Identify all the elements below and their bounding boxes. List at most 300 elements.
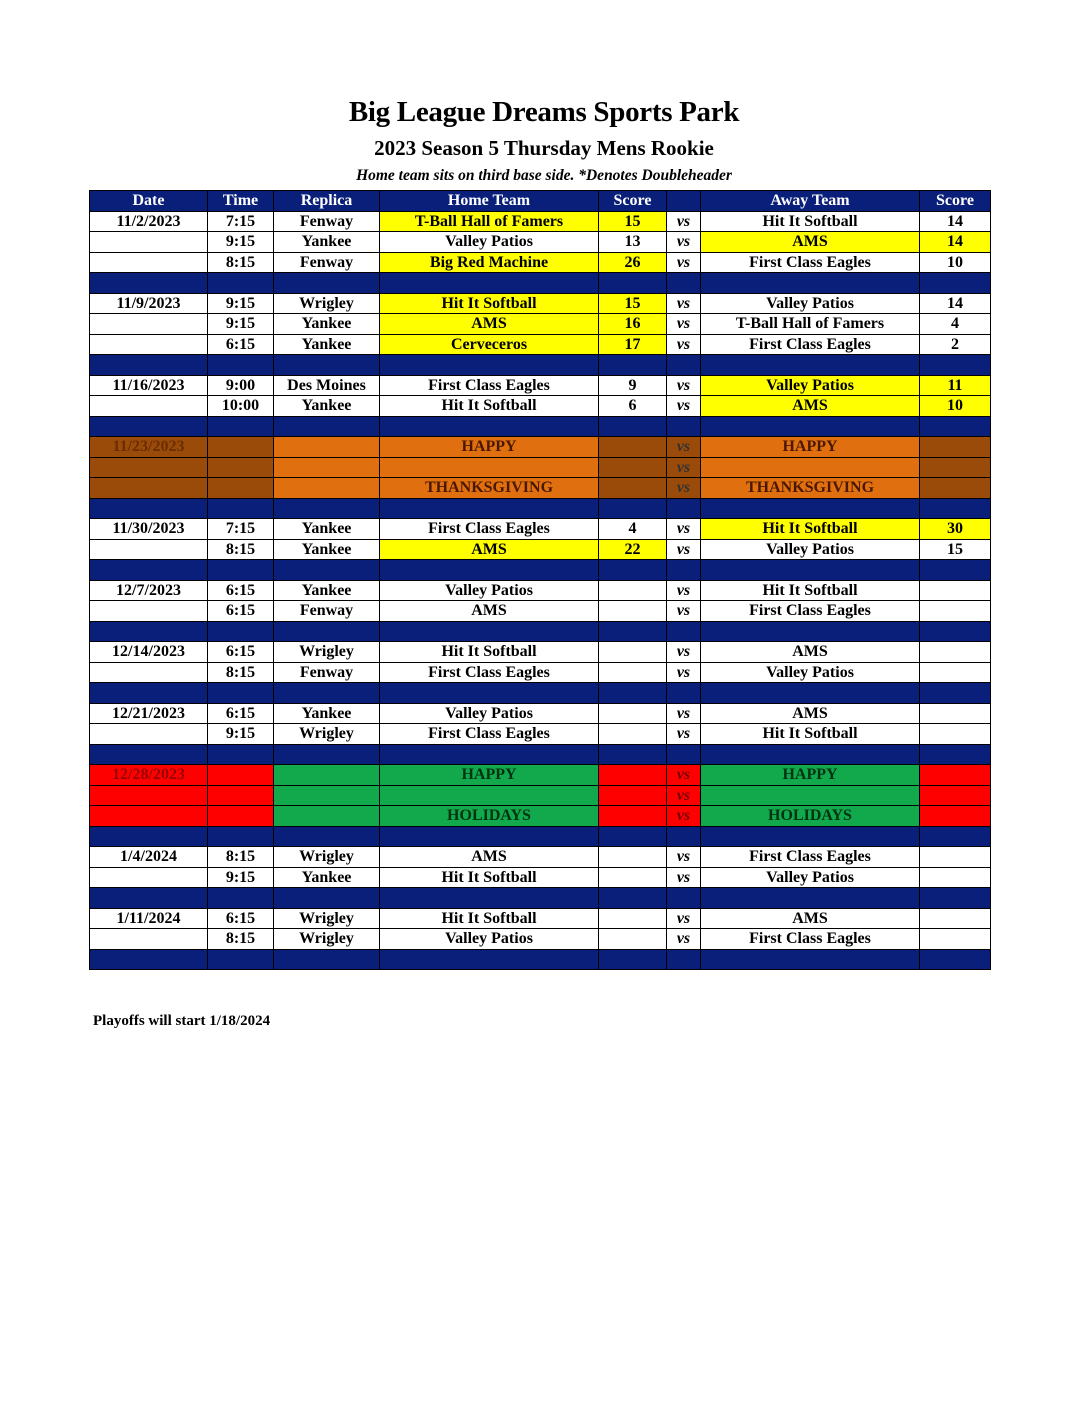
time-cell: 9:15 <box>208 314 274 335</box>
separator-cell <box>208 273 274 294</box>
time-cell: 10:00 <box>208 396 274 417</box>
separator-cell <box>274 355 380 376</box>
separator-cell <box>90 355 208 376</box>
replica-cell <box>274 437 380 458</box>
separator-cell <box>380 949 599 970</box>
time-cell <box>208 806 274 827</box>
separator-cell <box>599 888 667 909</box>
separator-cell <box>667 498 701 519</box>
home-score-cell: 9 <box>599 375 667 396</box>
away-team-cell: Valley Patios <box>701 662 920 683</box>
table-row <box>90 375 991 396</box>
separator-cell <box>667 744 701 765</box>
time-cell <box>208 478 274 499</box>
week-separator-row <box>90 826 991 847</box>
away-team-cell: First Class Eagles <box>701 601 920 622</box>
table-row <box>90 396 991 417</box>
replica-cell: Wrigley <box>274 293 380 314</box>
home-team-cell: AMS <box>380 601 599 622</box>
separator-cell <box>90 826 208 847</box>
page-subtitle: 2023 Season 5 Thursday Mens Rookie <box>374 136 714 160</box>
home-score-cell: 26 <box>599 252 667 273</box>
away-team-cell: First Class Eagles <box>701 334 920 355</box>
home-score-cell <box>599 785 667 806</box>
separator-cell <box>599 826 667 847</box>
separator-cell <box>90 498 208 519</box>
vs-cell: vs <box>667 252 701 273</box>
table-row <box>90 908 991 929</box>
home-score-cell: 17 <box>599 334 667 355</box>
date-cell <box>90 539 208 560</box>
away-team-cell: HOLIDAYS <box>701 806 920 827</box>
separator-cell <box>920 683 991 704</box>
away-score-cell <box>920 806 991 827</box>
table-row <box>90 601 991 622</box>
away-score-cell <box>920 662 991 683</box>
replica-cell: Wrigley <box>274 908 380 929</box>
home-score-cell <box>599 765 667 786</box>
home-team-cell: THANKSGIVING <box>380 478 599 499</box>
home-team-cell: Valley Patios <box>380 929 599 950</box>
time-cell <box>208 765 274 786</box>
replica-cell <box>274 765 380 786</box>
away-score-cell <box>920 765 991 786</box>
time-cell: 9:15 <box>208 232 274 253</box>
table-row <box>90 929 991 950</box>
date-cell <box>90 232 208 253</box>
away-score-cell: 14 <box>920 293 991 314</box>
date-cell: 11/23/2023 <box>90 437 208 458</box>
date-cell <box>90 785 208 806</box>
separator-cell <box>667 826 701 847</box>
home-score-cell: 13 <box>599 232 667 253</box>
schedule-note: Home team sits on third base side. *Denotes Doubleheader <box>356 167 732 184</box>
vs-cell: vs <box>667 334 701 355</box>
home-team-cell: Valley Patios <box>380 232 599 253</box>
separator-cell <box>90 560 208 581</box>
time-cell: 9:15 <box>208 293 274 314</box>
separator-cell <box>208 888 274 909</box>
replica-cell: Fenway <box>274 252 380 273</box>
away-score-cell <box>920 478 991 499</box>
week-separator-row <box>90 744 991 765</box>
separator-cell <box>380 621 599 642</box>
separator-cell <box>208 560 274 581</box>
away-score-cell <box>920 457 991 478</box>
holiday-row <box>90 437 991 458</box>
away-team-cell: AMS <box>701 232 920 253</box>
vs-cell: vs <box>667 580 701 601</box>
separator-cell <box>701 416 920 437</box>
date-cell: 12/14/2023 <box>90 642 208 663</box>
away-score-cell: 10 <box>920 252 991 273</box>
separator-cell <box>920 498 991 519</box>
time-cell <box>208 437 274 458</box>
date-cell: 12/28/2023 <box>90 765 208 786</box>
separator-cell <box>599 683 667 704</box>
away-score-cell <box>920 437 991 458</box>
home-score-cell <box>599 642 667 663</box>
home-score-cell <box>599 703 667 724</box>
schedule-body <box>90 211 991 970</box>
home-score-cell: 16 <box>599 314 667 335</box>
separator-cell <box>90 621 208 642</box>
home-score-cell <box>599 437 667 458</box>
date-cell <box>90 396 208 417</box>
time-cell <box>208 785 274 806</box>
column-header-replica: Replica <box>274 191 380 212</box>
away-score-cell: 2 <box>920 334 991 355</box>
date-cell <box>90 601 208 622</box>
vs-cell: vs <box>667 847 701 868</box>
separator-cell <box>701 826 920 847</box>
home-score-cell <box>599 478 667 499</box>
time-cell: 8:15 <box>208 847 274 868</box>
replica-cell <box>274 785 380 806</box>
vs-cell: vs <box>667 396 701 417</box>
vs-cell: vs <box>667 908 701 929</box>
holiday-row <box>90 785 991 806</box>
separator-cell <box>274 498 380 519</box>
separator-cell <box>920 826 991 847</box>
date-cell <box>90 314 208 335</box>
separator-cell <box>380 683 599 704</box>
vs-cell: vs <box>667 314 701 335</box>
replica-cell: Fenway <box>274 662 380 683</box>
away-team-cell: T-Ball Hall of Famers <box>701 314 920 335</box>
home-team-cell: AMS <box>380 314 599 335</box>
home-score-cell: 22 <box>599 539 667 560</box>
separator-cell <box>920 355 991 376</box>
replica-cell: Yankee <box>274 519 380 540</box>
home-team-cell: Hit It Softball <box>380 293 599 314</box>
away-team-cell: Valley Patios <box>701 867 920 888</box>
time-cell: 9:15 <box>208 867 274 888</box>
away-team-cell: Valley Patios <box>701 539 920 560</box>
table-row <box>90 847 991 868</box>
separator-cell <box>208 826 274 847</box>
away-score-cell <box>920 847 991 868</box>
separator-cell <box>667 273 701 294</box>
home-team-cell: Hit It Softball <box>380 396 599 417</box>
away-team-cell: Hit It Softball <box>701 211 920 232</box>
separator-cell <box>90 416 208 437</box>
date-cell: 11/9/2023 <box>90 293 208 314</box>
date-cell <box>90 867 208 888</box>
vs-cell: vs <box>667 519 701 540</box>
home-team-cell: First Class Eagles <box>380 724 599 745</box>
vs-cell: vs <box>667 539 701 560</box>
vs-cell: vs <box>667 765 701 786</box>
replica-cell: Wrigley <box>274 642 380 663</box>
time-cell: 7:15 <box>208 519 274 540</box>
vs-cell: vs <box>667 211 701 232</box>
away-score-cell: 14 <box>920 211 991 232</box>
vs-cell: vs <box>667 601 701 622</box>
separator-cell <box>599 273 667 294</box>
home-team-cell: Cerveceros <box>380 334 599 355</box>
away-score-cell <box>920 929 991 950</box>
replica-cell <box>274 478 380 499</box>
replica-cell: Wrigley <box>274 724 380 745</box>
separator-cell <box>274 621 380 642</box>
separator-cell <box>920 888 991 909</box>
home-team-cell: Valley Patios <box>380 580 599 601</box>
home-score-cell <box>599 662 667 683</box>
separator-cell <box>90 683 208 704</box>
separator-cell <box>90 744 208 765</box>
separator-cell <box>920 621 991 642</box>
date-cell <box>90 662 208 683</box>
separator-cell <box>274 560 380 581</box>
date-cell <box>90 929 208 950</box>
away-score-cell <box>920 908 991 929</box>
replica-cell: Yankee <box>274 334 380 355</box>
away-team-cell: Valley Patios <box>701 293 920 314</box>
vs-cell: vs <box>667 642 701 663</box>
separator-cell <box>667 621 701 642</box>
away-team-cell: AMS <box>701 396 920 417</box>
away-score-cell <box>920 703 991 724</box>
replica-cell: Yankee <box>274 580 380 601</box>
away-team-cell: Hit It Softball <box>701 519 920 540</box>
away-team-cell <box>701 785 920 806</box>
separator-cell <box>208 621 274 642</box>
home-team-cell: HOLIDAYS <box>380 806 599 827</box>
away-team-cell: AMS <box>701 703 920 724</box>
separator-cell <box>701 949 920 970</box>
column-header-away-score: Score <box>920 191 991 212</box>
home-team-cell: Hit It Softball <box>380 642 599 663</box>
home-team-cell: Hit It Softball <box>380 908 599 929</box>
week-separator-row <box>90 498 991 519</box>
week-separator-row <box>90 683 991 704</box>
vs-cell: vs <box>667 437 701 458</box>
home-score-cell <box>599 724 667 745</box>
separator-cell <box>920 273 991 294</box>
table-row <box>90 662 991 683</box>
away-score-cell <box>920 867 991 888</box>
separator-cell <box>380 498 599 519</box>
separator-cell <box>208 949 274 970</box>
replica-cell: Fenway <box>274 211 380 232</box>
separator-cell <box>380 560 599 581</box>
away-team-cell: THANKSGIVING <box>701 478 920 499</box>
date-cell <box>90 252 208 273</box>
week-separator-row <box>90 621 991 642</box>
separator-cell <box>380 416 599 437</box>
replica-cell <box>274 457 380 478</box>
separator-cell <box>920 744 991 765</box>
home-score-cell <box>599 601 667 622</box>
separator-cell <box>208 498 274 519</box>
table-row <box>90 334 991 355</box>
table-row <box>90 252 991 273</box>
away-team-cell: First Class Eagles <box>701 847 920 868</box>
away-team-cell: Hit It Softball <box>701 580 920 601</box>
home-team-cell <box>380 457 599 478</box>
separator-cell <box>599 355 667 376</box>
away-score-cell: 14 <box>920 232 991 253</box>
table-row <box>90 232 991 253</box>
home-score-cell <box>599 867 667 888</box>
date-cell <box>90 457 208 478</box>
playoffs-note: Playoffs will start 1/18/2024 <box>93 1013 271 1029</box>
home-team-cell: First Class Eagles <box>380 375 599 396</box>
week-separator-row <box>90 560 991 581</box>
time-cell: 9:00 <box>208 375 274 396</box>
home-score-cell: 15 <box>599 293 667 314</box>
away-team-cell <box>701 457 920 478</box>
home-score-cell <box>599 929 667 950</box>
separator-cell <box>667 560 701 581</box>
replica-cell: Fenway <box>274 601 380 622</box>
vs-cell: vs <box>667 232 701 253</box>
home-score-cell <box>599 908 667 929</box>
separator-cell <box>274 826 380 847</box>
column-header-away-team: Away Team <box>701 191 920 212</box>
away-team-cell: Hit It Softball <box>701 724 920 745</box>
holiday-row <box>90 806 991 827</box>
separator-cell <box>599 744 667 765</box>
separator-cell <box>920 949 991 970</box>
vs-cell: vs <box>667 929 701 950</box>
table-row <box>90 539 991 560</box>
separator-cell <box>701 355 920 376</box>
separator-cell <box>701 498 920 519</box>
home-team-cell <box>380 785 599 806</box>
date-cell: 11/16/2023 <box>90 375 208 396</box>
vs-cell: vs <box>667 703 701 724</box>
separator-cell <box>701 621 920 642</box>
separator-cell <box>274 949 380 970</box>
date-cell: 11/30/2023 <box>90 519 208 540</box>
table-row <box>90 293 991 314</box>
separator-cell <box>90 888 208 909</box>
away-team-cell: AMS <box>701 642 920 663</box>
away-team-cell: HAPPY <box>701 765 920 786</box>
time-cell: 6:15 <box>208 642 274 663</box>
home-team-cell: HAPPY <box>380 765 599 786</box>
replica-cell: Yankee <box>274 867 380 888</box>
time-cell: 8:15 <box>208 539 274 560</box>
home-team-cell: Valley Patios <box>380 703 599 724</box>
away-team-cell: AMS <box>701 908 920 929</box>
date-cell: 12/21/2023 <box>90 703 208 724</box>
week-separator-row <box>90 416 991 437</box>
away-team-cell: HAPPY <box>701 437 920 458</box>
replica-cell <box>274 806 380 827</box>
vs-cell: vs <box>667 478 701 499</box>
separator-cell <box>701 888 920 909</box>
separator-cell <box>208 744 274 765</box>
vs-cell: vs <box>667 724 701 745</box>
away-team-cell: Valley Patios <box>701 375 920 396</box>
separator-cell <box>599 949 667 970</box>
page-title: Big League Dreams Sports Park <box>348 96 740 128</box>
home-score-cell: 15 <box>599 211 667 232</box>
replica-cell: Yankee <box>274 396 380 417</box>
away-score-cell: 11 <box>920 375 991 396</box>
separator-cell <box>701 683 920 704</box>
table-row <box>90 519 991 540</box>
column-header-home-team: Home Team <box>380 191 599 212</box>
separator-cell <box>599 560 667 581</box>
separator-cell <box>701 273 920 294</box>
away-team-cell: First Class Eagles <box>701 252 920 273</box>
column-header-home-score: Score <box>599 191 667 212</box>
time-cell: 9:15 <box>208 724 274 745</box>
separator-cell <box>90 949 208 970</box>
away-score-cell: 30 <box>920 519 991 540</box>
date-cell <box>90 806 208 827</box>
vs-cell: vs <box>667 806 701 827</box>
vs-cell: vs <box>667 662 701 683</box>
away-score-cell: 4 <box>920 314 991 335</box>
separator-cell <box>274 744 380 765</box>
week-separator-row <box>90 888 991 909</box>
home-team-cell: Hit It Softball <box>380 867 599 888</box>
home-score-cell <box>599 580 667 601</box>
separator-cell <box>920 416 991 437</box>
time-cell: 6:15 <box>208 908 274 929</box>
time-cell: 6:15 <box>208 580 274 601</box>
replica-cell: Yankee <box>274 703 380 724</box>
separator-cell <box>380 888 599 909</box>
date-cell <box>90 724 208 745</box>
home-team-cell: First Class Eagles <box>380 519 599 540</box>
separator-cell <box>599 498 667 519</box>
replica-cell: Yankee <box>274 539 380 560</box>
separator-cell <box>208 683 274 704</box>
date-cell: 12/7/2023 <box>90 580 208 601</box>
separator-cell <box>667 416 701 437</box>
separator-cell <box>701 744 920 765</box>
holiday-row <box>90 457 991 478</box>
replica-cell: Yankee <box>274 232 380 253</box>
away-score-cell <box>920 580 991 601</box>
time-cell: 6:15 <box>208 703 274 724</box>
home-score-cell <box>599 806 667 827</box>
vs-cell: vs <box>667 293 701 314</box>
date-cell <box>90 334 208 355</box>
table-row <box>90 314 991 335</box>
away-score-cell: 10 <box>920 396 991 417</box>
home-score-cell: 6 <box>599 396 667 417</box>
table-row <box>90 867 991 888</box>
table-header-row <box>90 191 991 212</box>
separator-cell <box>274 416 380 437</box>
home-score-cell <box>599 847 667 868</box>
column-header-date: Date <box>90 191 208 212</box>
replica-cell: Des Moines <box>274 375 380 396</box>
separator-cell <box>380 744 599 765</box>
replica-cell: Yankee <box>274 314 380 335</box>
separator-cell <box>380 273 599 294</box>
week-separator-row <box>90 355 991 376</box>
separator-cell <box>667 355 701 376</box>
date-cell <box>90 478 208 499</box>
column-header-vs <box>667 191 701 212</box>
away-score-cell <box>920 785 991 806</box>
time-cell: 6:15 <box>208 334 274 355</box>
holiday-row <box>90 765 991 786</box>
time-cell: 6:15 <box>208 601 274 622</box>
week-separator-row <box>90 949 991 970</box>
home-score-cell <box>599 457 667 478</box>
away-score-cell: 15 <box>920 539 991 560</box>
time-cell <box>208 457 274 478</box>
